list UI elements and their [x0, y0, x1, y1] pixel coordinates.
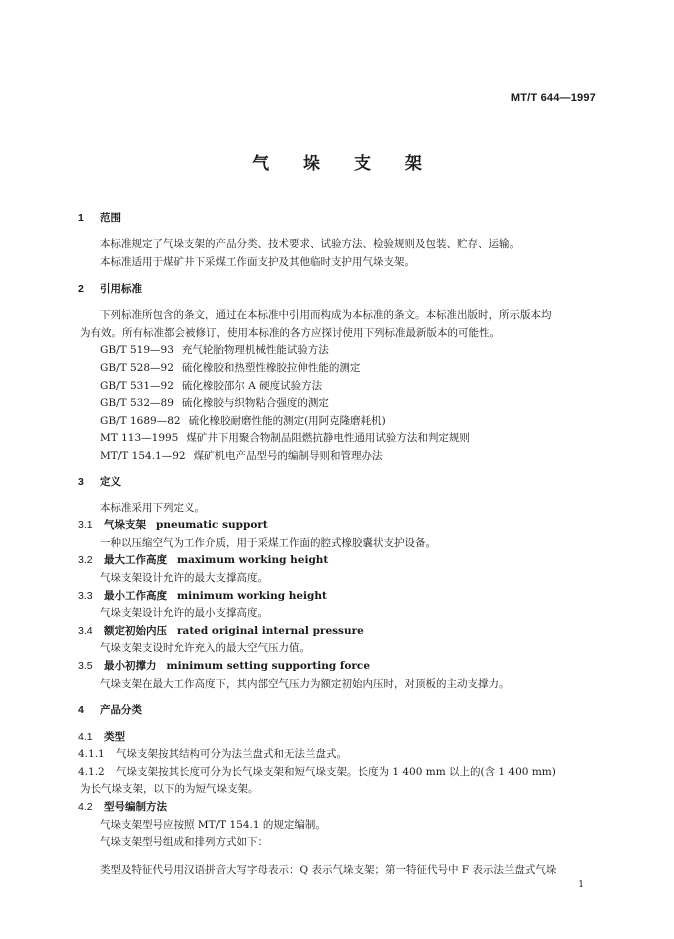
reference-code: GB/T 528—92: [100, 362, 174, 374]
definition-heading: [78, 588, 327, 603]
section-title: 产品分类: [100, 704, 142, 716]
reference-code: GB/T 531—92: [100, 380, 174, 392]
definition-heading: [78, 517, 268, 532]
subsection-4-1-heading: [78, 729, 125, 744]
subsection-4-2-paragraph-3: 类型及特征代号用汉语拼音大写字母表示：Q 表示气垛支架；第一特征代号中 F 表示法兰盘式气垛: [100, 864, 557, 876]
clause-number: 4.1.1: [78, 748, 105, 760]
definition-term: 最小初撑力: [104, 660, 157, 672]
reference-item: [100, 360, 360, 375]
standard-code: MT/T 644—1997: [510, 92, 596, 104]
section-1-paragraph-1: 本标准规定了气垛支架的产品分类、技术要求、试验方法、检验规则及包装、贮存、运输。: [100, 238, 520, 250]
reference-item: [100, 430, 470, 445]
definition-text: 气垛支架设计允许的最小支撑高度。: [100, 607, 268, 619]
section-3-heading: [78, 474, 121, 489]
definition-number: 3.4: [78, 625, 93, 637]
definition-number: 3.1: [78, 519, 93, 531]
page-number: 1: [578, 880, 584, 890]
reference-title: 充气轮胎物理机械性能试验方法: [181, 344, 329, 356]
subsection-4-2-paragraph-2: 气垛支架型号组成和排列方式如下：: [100, 836, 268, 848]
definition-text: 气垛支架设计允许的最大支撑高度。: [100, 572, 268, 584]
section-2-heading: [78, 281, 142, 296]
clause-4-1-2: [78, 764, 556, 779]
definition-number: 3.2: [78, 554, 93, 566]
definition-term-english: pneumatic support: [156, 519, 268, 531]
clause-text: 气垛支架按其长度可分为长气垛支架和短气垛支架。长度为 1 400 mm 以上的(含 1 400 mm): [116, 766, 556, 778]
section-title: 引用标准: [100, 283, 142, 295]
subsection-title: 型号编制方法: [104, 801, 167, 813]
definition-term: 气垛支架: [104, 519, 146, 531]
reference-title: 硫化橡胶邵尔 A 硬度试验方法: [181, 380, 323, 392]
reference-code: GB/T 532—89: [100, 397, 174, 409]
section-4-heading: [78, 702, 142, 717]
reference-code: MT 113—1995: [100, 432, 179, 444]
subsection-title: 类型: [104, 731, 125, 743]
section-3-intro: 本标准采用下列定义。: [100, 502, 205, 514]
reference-code: MT/T 154.1—92: [100, 450, 186, 462]
section-2-paragraph-line-1: 下列标准所包含的条文，通过在本标准中引用而构成为本标准的条文。本标准出版时，所示版本均: [100, 309, 552, 321]
definition-term: 额定初始内压: [104, 625, 167, 637]
reference-title: 煤矿机电产品型号的编制导则和管理办法: [193, 450, 383, 462]
definition-term-english: rated original internal pressure: [177, 625, 364, 637]
clause-4-1-1: [78, 746, 347, 761]
section-number: 3: [78, 476, 84, 488]
reference-item: [100, 378, 322, 393]
definition-term: 最大工作高度: [104, 554, 167, 566]
definition-text: 气垛支架在最大工作高度下，其内部空气压力为额定初始内压时，对顶板的主动支撑力。: [100, 678, 510, 690]
definition-number: 3.5: [78, 660, 93, 672]
definition-term-english: minimum working height: [177, 590, 327, 602]
subsection-4-2-paragraph-1: 气垛支架型号应按照 MT/T 154.1 的规定编制。: [100, 819, 326, 831]
clause-text: 气垛支架按其结构可分为法兰盘式和无法兰盘式。: [116, 748, 347, 760]
reference-item: [100, 413, 386, 428]
reference-code: GB/T 519—93: [100, 344, 174, 356]
definition-term: 最小工作高度: [104, 590, 167, 602]
definition-heading: [78, 658, 370, 673]
reference-item: [100, 448, 383, 463]
definition-text: 气垛支架支设时允许充入的最大空气压力值。: [100, 642, 310, 654]
section-title: 定义: [100, 476, 121, 488]
clause-4-1-2-continued: 为长气垛支架，以下的为短气垛支架。: [80, 783, 259, 795]
definition-heading: [78, 552, 328, 567]
section-2-paragraph-line-2: 为有效。所有标准都会被修订，使用本标准的各方应探讨使用下列标准最新版本的可能性。: [80, 327, 500, 339]
subsection-4-2-heading: [78, 799, 167, 814]
reference-title: 煤矿井下用聚合物制品阻燃抗静电性通用试验方法和判定规则: [186, 432, 470, 444]
clause-number: 4.1.2: [78, 766, 105, 778]
definition-number: 3.3: [78, 590, 93, 602]
definition-heading: [78, 623, 364, 638]
definition-text: 一种以压缩空气为工作介质，用于采煤工作面的腔式橡胶囊状支护设备。: [100, 537, 436, 549]
section-number: 1: [78, 212, 84, 224]
subsection-number: 4.1: [78, 731, 93, 743]
reference-item: [100, 395, 329, 410]
section-number: 2: [78, 283, 84, 295]
section-title: 范围: [100, 212, 121, 224]
subsection-number: 4.2: [78, 801, 93, 813]
reference-item: [100, 342, 329, 357]
section-1-paragraph-2: 本标准适用于煤矿井下采煤工作面支护及其他临时支护用气垛支架。: [100, 256, 415, 268]
reference-code: GB/T 1689—82: [100, 415, 181, 427]
reference-title: 硫化橡胶与织物粘合强度的测定: [181, 397, 329, 409]
reference-title: 硫化橡胶耐磨性能的测定(用阿克隆磨耗机): [188, 415, 386, 427]
section-number: 4: [78, 704, 84, 716]
definition-term-english: maximum working height: [177, 554, 329, 566]
section-1-heading: [78, 210, 121, 225]
definition-term-english: minimum setting supporting force: [166, 660, 371, 672]
document-title: 气 垛 支 架: [252, 154, 436, 174]
reference-title: 硫化橡胶和热塑性橡胶拉伸性能的测定: [181, 362, 361, 374]
